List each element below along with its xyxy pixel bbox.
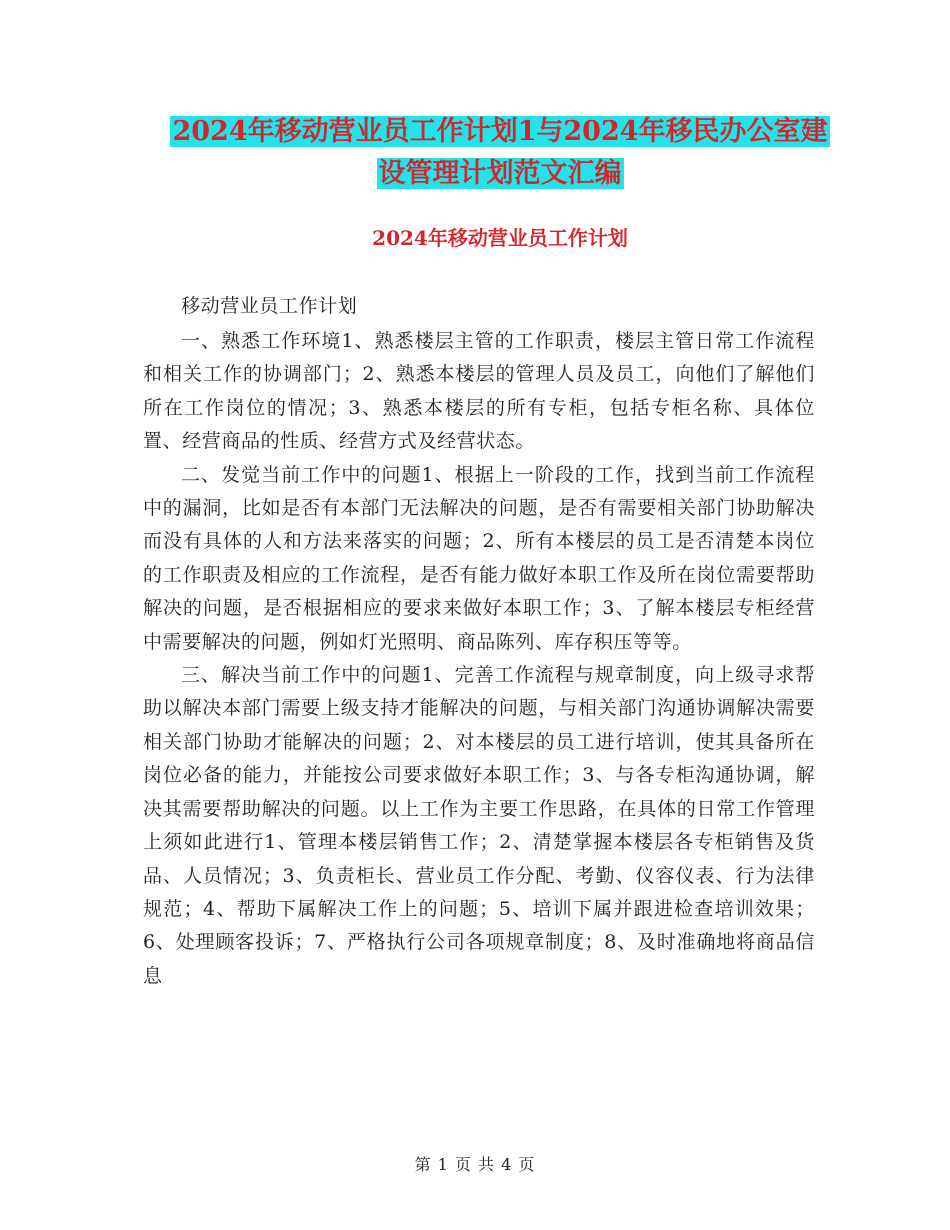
sub-heading-text: 移动营业员工作计划 <box>181 295 358 317</box>
paragraph: 二、发觉当前工作中的问题1、根据上一阶段的工作，找到当前工作流程中的漏洞，比如是否有本部门无法解决的问题，是否有需要相关部门协助解决而没有具体的人和方法来落实的问题；2、所有本楼层的员工是否清楚本岗位的工作职责及相应的工作流程，是否有能力做好本职工作及所在岗位需要帮助解决的问题，是否根据相应的要求来做好本职工作；3、了解本楼层专柜经营中需要解决的问题，例如灯光照明、商品陈列、库存积压等等。 <box>143 463 815 653</box>
document-title-line-1 <box>140 111 860 153</box>
page-footer: 第 1 页 共 4 页 <box>414 1155 536 1174</box>
section-heading: 2024年移动营业员工作计划 <box>372 226 628 250</box>
paragraph: 一、熟悉工作环境1、熟悉楼层主管的工作职责，楼层主管日常工作流程和相关工作的协调部门；2、熟悉本楼层的管理人员及员工，向他们了解他们所在工作岗位的情况；3、熟悉本楼层的所有专柜，包括专柜名称、具体位置、经营商品的性质、经营方式及经营状态。 <box>143 330 815 453</box>
title-highlight-1: 2024年移动营业员工作计划1与2024年移民办公室建 <box>172 116 828 147</box>
sub-heading <box>143 290 815 323</box>
paragraph: 三、解决当前工作中的问题1、完善工作流程与规章制度，向上级寻求帮助以解决本部门需要上级支持才能解决的问题，与相关部门沟通协调解决需要相关部门协助才能解决的问题；2、对本楼层的员工进行培训，使其具备所在岗位必备的能力，并能按公司要求做好本职工作；3、与各专柜沟通协调，解决其需要帮助解决的问题。以上工作为主要工作思路，在具体的日常工作管理上须如此进行1、管理本楼层销售工作；2、清楚掌握本楼层各专柜销售及货品、人员情况；3、负责柜长、营业员工作分配、考勤、仪容仪表、行为法律规范；4、帮助下属解决工作上的问题；5、培训下属并跟进检查培训效果；6、处理顾客投诉；7、严格执行公司各项规章制度；8、及时准确地将商品信息 <box>143 664 815 987</box>
title-highlight-2: 设管理计划范文汇编 <box>378 158 622 189</box>
document-title-line-2 <box>140 153 860 195</box>
body-paragraphs <box>143 325 815 993</box>
